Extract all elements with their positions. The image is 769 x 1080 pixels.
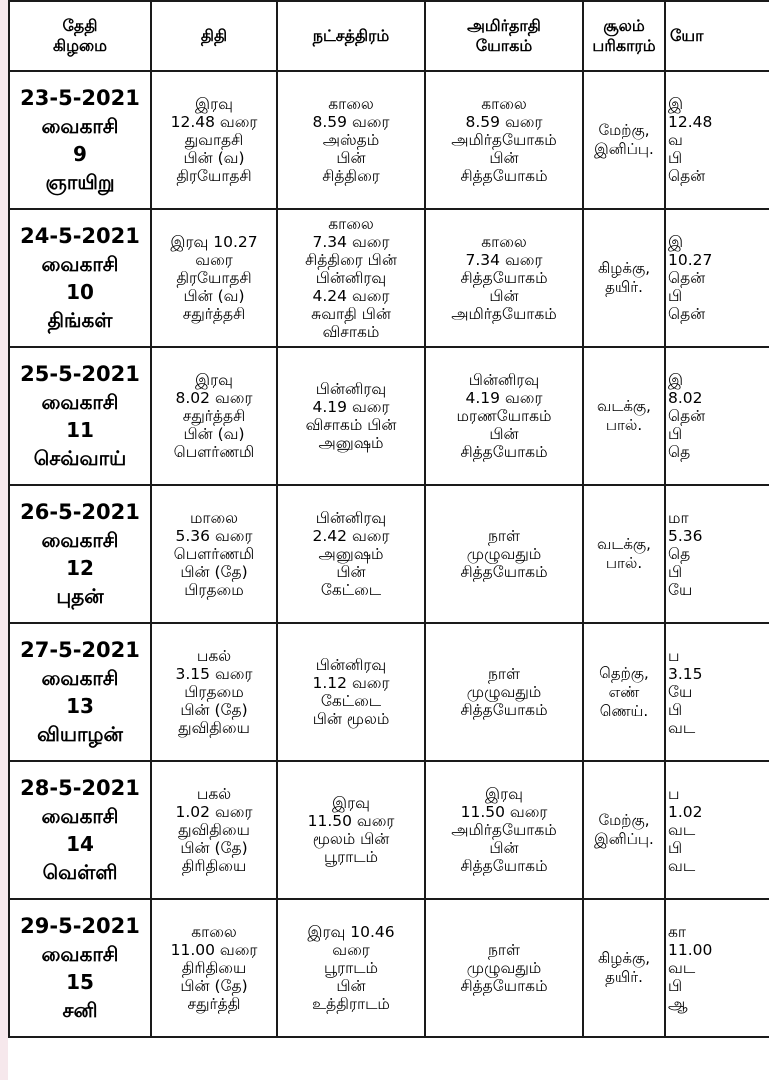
nakshatra-cell — [277, 485, 425, 623]
header-lines — [10, 2, 150, 70]
header-amirtha-yogam — [425, 1, 583, 71]
date-day-cell — [9, 209, 151, 347]
cell-lines — [584, 624, 664, 760]
cell-lines — [666, 210, 769, 346]
cell-line: சித்தயோகம் — [460, 269, 548, 287]
thithi-cell — [151, 209, 277, 347]
cell-line: 11.00 வரை — [170, 941, 258, 959]
cell-line: 7.34 வரை — [465, 251, 543, 269]
cell-line: வரை — [195, 251, 233, 269]
header-line: நட்சத்திரம் — [312, 26, 390, 45]
cell-lines — [426, 900, 582, 1036]
cell-line: மேற்கு, — [598, 811, 650, 829]
cell-line: 4.24 வரை — [312, 287, 390, 305]
cell-lines — [584, 72, 664, 208]
cell-line: 5.36 — [668, 527, 703, 545]
cell-line: பி — [668, 149, 683, 167]
cell-line: 8.02 வரை — [175, 389, 253, 407]
cell-line: முழுவதும் — [466, 683, 542, 701]
table-row — [9, 209, 769, 347]
cell-lines — [584, 210, 664, 346]
cell-line: மேற்கு, — [598, 121, 650, 139]
header-line: சூலம் — [603, 16, 645, 35]
cell-line: 11 — [66, 418, 94, 442]
table-row — [9, 899, 769, 1037]
cell-line: 1.02 வரை — [175, 803, 253, 821]
cell-line: பி — [668, 977, 683, 995]
header-row — [9, 1, 769, 71]
cell-line: பி — [668, 425, 683, 443]
cell-line: நாள் — [487, 665, 521, 683]
cell-line: வெள்ளி — [42, 860, 118, 884]
thithi-cell — [151, 899, 277, 1037]
thithi-cell — [151, 347, 277, 485]
cell-line: தென் — [668, 305, 706, 323]
cell-line: பின் மூலம் — [312, 710, 390, 728]
cell-line: பிரதமை — [184, 581, 244, 599]
cell-line: சித்தயோகம் — [460, 977, 548, 995]
cell-line: 10 — [66, 280, 94, 304]
header-line: யோகம் — [475, 36, 533, 55]
header-line: பரிகாரம் — [592, 36, 656, 55]
cell-lines — [584, 900, 664, 1036]
cell-lines — [152, 72, 276, 208]
header-yoga-partial — [665, 1, 769, 71]
thithi-cell — [151, 623, 277, 761]
thithi-cell — [151, 485, 277, 623]
cell-lines — [426, 210, 582, 346]
cell-line: 11.50 வரை — [307, 812, 395, 830]
cell-line: மா — [668, 509, 689, 527]
cell-line: 29-5-2021 — [20, 914, 140, 938]
cell-line: பின் (வ) — [183, 149, 245, 167]
cell-line: 15 — [66, 970, 94, 994]
cell-line: யே — [668, 683, 693, 701]
cell-line: 12 — [66, 556, 94, 580]
amirtha-yogam-cell — [425, 347, 583, 485]
nakshatra-cell — [277, 209, 425, 347]
table-row — [9, 347, 769, 485]
cell-lines — [426, 486, 582, 622]
date-day-cell — [9, 761, 151, 899]
cell-line: துவிதியை — [178, 719, 250, 737]
cell-line: 26-5-2021 — [20, 500, 140, 524]
cell-lines — [10, 348, 150, 484]
cell-line: பௌர்ணமி — [173, 545, 255, 563]
cell-line: பௌர்ணமி — [173, 443, 255, 461]
cell-line: காலை — [481, 95, 527, 113]
cell-line: பின் (வ) — [183, 287, 245, 305]
cell-line: ஞாயிறு — [45, 170, 115, 194]
cell-line: வியாழன் — [37, 722, 123, 746]
cell-line: தயிர். — [605, 278, 643, 296]
header-lines — [152, 2, 276, 70]
cell-line: 5.36 வரை — [175, 527, 253, 545]
cell-lines — [666, 624, 769, 760]
cell-line: 8.59 வரை — [465, 113, 543, 131]
cell-line: 8.02 — [668, 389, 703, 407]
cell-lines — [584, 348, 664, 484]
cell-line: வ — [668, 131, 683, 149]
cell-line: வைகாசி — [41, 114, 119, 138]
cell-line: அமிர்தயோகம் — [451, 305, 557, 323]
cell-line: சதுர்த்தசி — [182, 407, 246, 425]
cell-lines — [152, 900, 276, 1036]
cell-line: ப — [668, 647, 680, 665]
cell-line: வரை — [332, 941, 370, 959]
cell-line: வடக்கு, — [597, 397, 651, 415]
header-line: யோ — [670, 26, 704, 45]
cell-line: ப — [668, 785, 680, 803]
header-line: கிழமை — [53, 36, 107, 55]
cell-line: வட — [668, 821, 696, 839]
panchangam-table — [8, 0, 769, 1038]
cell-line: பி — [668, 287, 683, 305]
cell-line: பின் (தே) — [180, 563, 248, 581]
soolam-cell — [583, 485, 665, 623]
cell-line: பிரதமை — [184, 683, 244, 701]
yoga-partial-cell — [665, 71, 769, 209]
cell-line: வட — [668, 959, 696, 977]
cell-line: பகல் — [196, 647, 232, 665]
table-row — [9, 623, 769, 761]
table-row — [9, 71, 769, 209]
cell-line: மாலை — [189, 509, 239, 527]
cell-line: மரணயோகம் — [456, 407, 552, 425]
nakshatra-cell — [277, 899, 425, 1037]
cell-line: இ — [668, 371, 684, 389]
cell-line: 1.02 — [668, 803, 703, 821]
cell-line: 13 — [66, 694, 94, 718]
cell-lines — [278, 72, 424, 208]
yoga-partial-cell — [665, 899, 769, 1037]
cell-line: விசாகம் பின் — [305, 416, 397, 434]
cell-lines — [10, 210, 150, 346]
cell-lines — [278, 624, 424, 760]
cell-line: இ — [668, 95, 684, 113]
amirtha-yogam-cell — [425, 71, 583, 209]
cell-line: 2.42 வரை — [312, 527, 390, 545]
cell-lines — [426, 348, 582, 484]
amirtha-yogam-cell — [425, 623, 583, 761]
date-day-cell — [9, 623, 151, 761]
cell-line: பின் — [489, 149, 519, 167]
yoga-partial-cell — [665, 761, 769, 899]
cell-line: வட — [668, 857, 696, 875]
cell-line: சித்தயோகம் — [460, 701, 548, 719]
cell-line: புதன் — [56, 584, 104, 608]
cell-line: 3.15 — [668, 665, 703, 683]
cell-line: இ — [668, 233, 684, 251]
header-thithi — [151, 1, 277, 71]
cell-line: கா — [668, 923, 687, 941]
table-body — [9, 71, 769, 1037]
cell-line: பின்னிரவு — [315, 380, 387, 398]
cell-line: 14 — [66, 832, 94, 856]
cell-line: தென் — [668, 407, 706, 425]
cell-line: தயிர். — [605, 968, 643, 986]
cell-line: 4.19 வரை — [312, 398, 390, 416]
cell-line: வைகாசி — [41, 942, 119, 966]
cell-line: அமிர்தயோகம் — [451, 821, 557, 839]
cell-line: 11.50 வரை — [460, 803, 548, 821]
date-day-cell — [9, 347, 151, 485]
cell-line: அஸ்தம் — [322, 131, 380, 149]
cell-line: 9 — [73, 142, 87, 166]
cell-line: அமிர்தயோகம் — [451, 131, 557, 149]
yoga-partial-cell — [665, 485, 769, 623]
date-day-cell — [9, 71, 151, 209]
cell-line: 10.27 — [668, 251, 713, 269]
soolam-cell — [583, 899, 665, 1037]
cell-line: 11.00 — [668, 941, 713, 959]
cell-line: பகல் — [196, 785, 232, 803]
cell-lines — [278, 210, 424, 346]
cell-lines — [426, 624, 582, 760]
nakshatra-cell — [277, 347, 425, 485]
cell-line: மூலம் பின் — [312, 830, 390, 848]
table-row — [9, 761, 769, 899]
cell-line: தென் — [668, 167, 706, 185]
cell-line: அனுஷம் — [318, 434, 384, 452]
cell-line: 8.59 வரை — [312, 113, 390, 131]
cell-line: அனுஷம் — [318, 545, 384, 563]
header-lines — [426, 2, 582, 70]
amirtha-yogam-cell — [425, 209, 583, 347]
cell-line: சித்தயோகம் — [460, 167, 548, 185]
cell-line: கிழக்கு, — [598, 949, 650, 967]
header-lines — [666, 2, 769, 70]
cell-lines — [278, 762, 424, 898]
cell-line: 1.12 வரை — [312, 674, 390, 692]
cell-line: இரவு — [332, 794, 370, 812]
cell-lines — [10, 486, 150, 622]
cell-line: பால். — [605, 554, 643, 572]
cell-line: பி — [668, 563, 683, 581]
cell-line: காலை — [481, 233, 527, 251]
date-day-cell — [9, 485, 151, 623]
cell-lines — [10, 762, 150, 898]
cell-line: தெற்கு, — [599, 663, 649, 682]
cell-line: நாள் — [487, 941, 521, 959]
cell-line: பூராடம் — [323, 959, 379, 977]
cell-line: பின் — [336, 977, 366, 995]
header-lines — [278, 2, 424, 70]
cell-line: 24-5-2021 — [20, 224, 140, 248]
cell-line: சதுர்த்தி — [187, 995, 241, 1013]
cell-lines — [426, 72, 582, 208]
cell-line: பின் (தே) — [180, 839, 248, 857]
cell-line: 27-5-2021 — [20, 638, 140, 662]
yoga-partial-cell — [665, 347, 769, 485]
cell-line: பி — [668, 701, 683, 719]
cell-line: கேட்டை — [320, 692, 382, 710]
cell-line: பின் — [336, 149, 366, 167]
soolam-cell — [583, 209, 665, 347]
cell-line: வடக்கு, — [597, 535, 651, 553]
cell-line: பின் — [336, 563, 366, 581]
cell-lines — [152, 210, 276, 346]
cell-line: உத்திராடம் — [312, 995, 390, 1013]
cell-line: பின்னிரவு — [315, 269, 387, 287]
cell-line: இனிப்பு. — [594, 140, 654, 158]
amirtha-yogam-cell — [425, 899, 583, 1037]
cell-line: தெ — [668, 443, 691, 461]
header-line: தேதி — [62, 16, 98, 35]
cell-lines — [666, 762, 769, 898]
cell-line: காலை — [191, 923, 237, 941]
thithi-cell — [151, 761, 277, 899]
cell-line: திரயோதசி — [176, 269, 252, 287]
nakshatra-cell — [277, 761, 425, 899]
header-nakshatra — [277, 1, 425, 71]
header-line: அமிர்தாதி — [467, 16, 541, 35]
cell-line: 3.15 வரை — [175, 665, 253, 683]
cell-line: 4.19 வரை — [465, 389, 543, 407]
cell-lines — [152, 348, 276, 484]
cell-line: கிழக்கு, — [598, 259, 650, 277]
date-day-cell — [9, 899, 151, 1037]
cell-line: முழுவதும் — [466, 545, 542, 563]
cell-line: யே — [668, 581, 693, 599]
cell-line: தென் — [668, 269, 706, 287]
cell-lines — [426, 762, 582, 898]
cell-line: ணெய். — [599, 701, 649, 720]
cell-lines — [278, 348, 424, 484]
cell-line: சித்தயோகம் — [460, 443, 548, 461]
cell-line: 28-5-2021 — [20, 776, 140, 800]
cell-lines — [278, 486, 424, 622]
cell-line: பின் — [489, 839, 519, 857]
cell-line: பின் — [489, 287, 519, 305]
cell-line: இரவு — [485, 785, 523, 803]
amirtha-yogam-cell — [425, 485, 583, 623]
cell-lines — [10, 72, 150, 208]
cell-line: சித்திரை பின் — [305, 251, 397, 269]
cell-line: செவ்வாய் — [33, 446, 127, 470]
cell-line: திரயோதசி — [176, 167, 252, 185]
left-margin-strip — [0, 0, 8, 1080]
cell-line: சுவாதி பின் — [311, 305, 391, 323]
cell-line: ஆ — [668, 995, 688, 1013]
header-soolam — [583, 1, 665, 71]
cell-lines — [10, 900, 150, 1036]
soolam-cell — [583, 761, 665, 899]
cell-lines — [666, 900, 769, 1036]
cell-line: பின் (தே) — [180, 701, 248, 719]
cell-line: சதுர்த்தசி — [182, 305, 246, 323]
cell-line: சித்தயோகம் — [460, 563, 548, 581]
cell-lines — [666, 486, 769, 622]
cell-line: பால். — [605, 416, 643, 434]
cell-line: வைகாசி — [41, 804, 119, 828]
cell-line: வைகாசி — [41, 528, 119, 552]
cell-line: இனிப்பு. — [594, 830, 654, 848]
cell-line: பின் (வ) — [183, 425, 245, 443]
cell-line: வைகாசி — [41, 252, 119, 276]
cell-lines — [10, 624, 150, 760]
cell-lines — [152, 762, 276, 898]
header-line: திதி — [200, 26, 228, 45]
cell-lines — [584, 486, 664, 622]
cell-line: பின் — [489, 425, 519, 443]
cell-line: இரவு — [195, 371, 233, 389]
cell-line: திரிதியை — [181, 959, 247, 977]
cell-lines — [278, 900, 424, 1036]
cell-line: இரவு 10.27 — [170, 233, 258, 251]
cell-line: பின்னிரவு — [315, 509, 387, 527]
yoga-partial-cell — [665, 209, 769, 347]
cell-line: இரவு 10.46 — [307, 923, 395, 941]
cell-line: சனி — [62, 998, 98, 1022]
cell-line: துவாதசி — [184, 131, 244, 149]
cell-line: வைகாசி — [41, 666, 119, 690]
cell-line: சித்திரை — [322, 167, 380, 185]
cell-line: 23-5-2021 — [20, 86, 140, 110]
cell-line: திங்கள் — [47, 308, 113, 332]
cell-lines — [152, 486, 276, 622]
soolam-cell — [583, 623, 665, 761]
thithi-cell — [151, 71, 277, 209]
cell-line: இரவு — [195, 95, 233, 113]
cell-line: காலை — [328, 95, 374, 113]
cell-line: கேட்டை — [320, 581, 382, 599]
nakshatra-cell — [277, 71, 425, 209]
cell-line: திரிதியை — [181, 857, 247, 875]
cell-lines — [152, 624, 276, 760]
nakshatra-cell — [277, 623, 425, 761]
header-date-day — [9, 1, 151, 71]
soolam-cell — [583, 71, 665, 209]
cell-line: சித்தயோகம் — [460, 857, 548, 875]
cell-line: 7.34 வரை — [312, 233, 390, 251]
cell-lines — [666, 72, 769, 208]
cell-line: துவிதியை — [178, 821, 250, 839]
cell-line: 12.48 — [668, 113, 713, 131]
cell-line: விசாகம் — [322, 323, 380, 341]
header-lines — [584, 2, 664, 70]
cell-line: நாள் — [487, 527, 521, 545]
cell-line: பி — [668, 839, 683, 857]
cell-line: பின் (தே) — [180, 977, 248, 995]
cell-line: வைகாசி — [41, 390, 119, 414]
cell-line: பூராடம் — [323, 848, 379, 866]
cell-line: காலை — [328, 215, 374, 233]
cell-lines — [666, 348, 769, 484]
cell-line: தெ — [668, 545, 691, 563]
cell-line: பின்னிரவு — [315, 656, 387, 674]
amirtha-yogam-cell — [425, 761, 583, 899]
cell-line: வட — [668, 719, 696, 737]
cell-line: முழுவதும் — [466, 959, 542, 977]
soolam-cell — [583, 347, 665, 485]
cell-lines — [584, 762, 664, 898]
cell-line: 12.48 வரை — [170, 113, 258, 131]
table-row — [9, 485, 769, 623]
cell-line: 25-5-2021 — [20, 362, 140, 386]
cell-line: எண் — [608, 682, 640, 701]
yoga-partial-cell — [665, 623, 769, 761]
cell-line: பின்னிரவு — [468, 371, 540, 389]
